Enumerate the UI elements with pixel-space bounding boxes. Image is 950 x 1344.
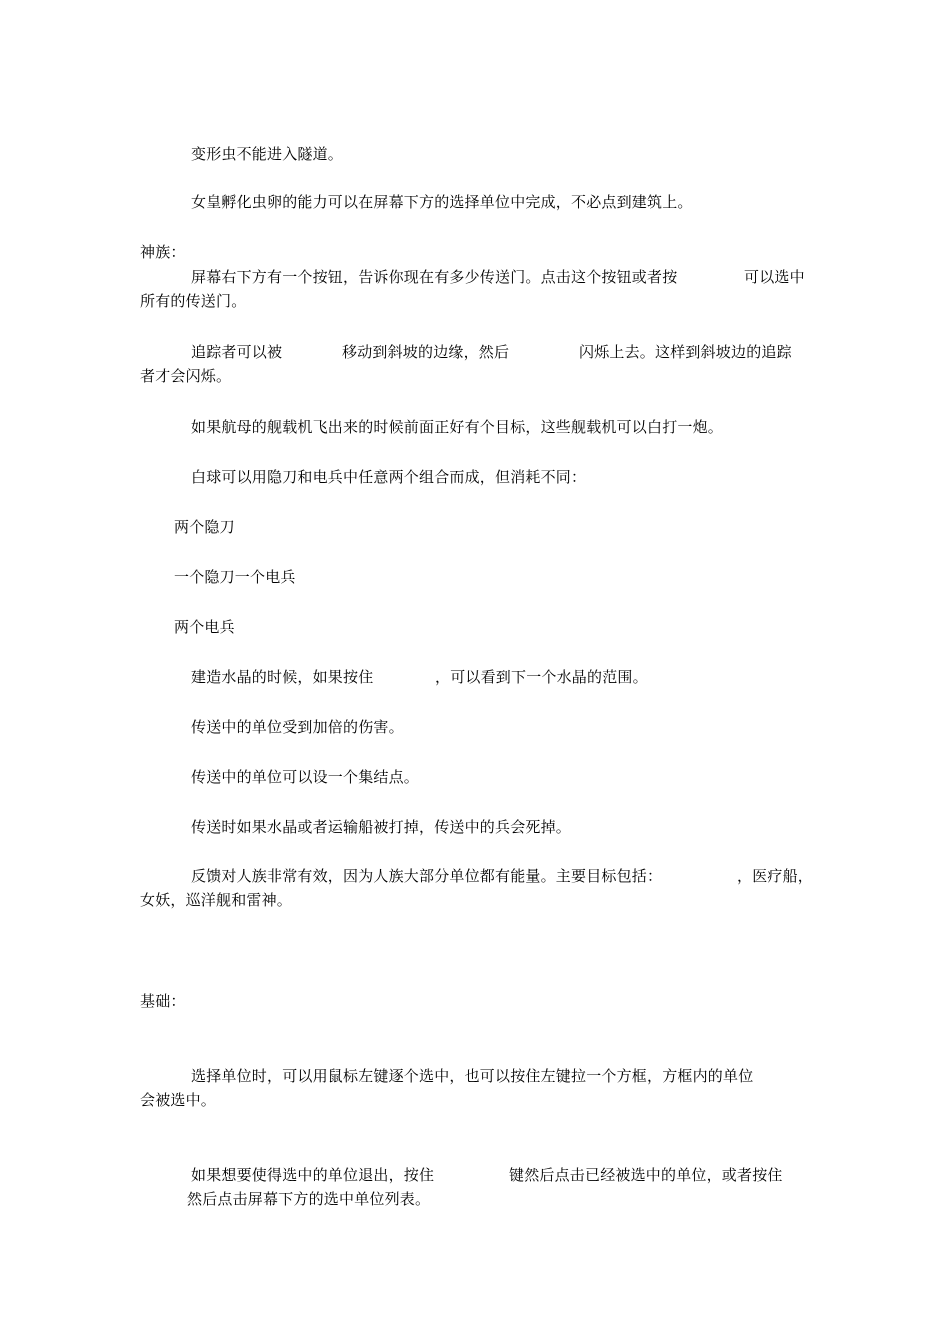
protoss-paragraph-6: 传送中的单位受到加倍的伤害。 [191, 718, 404, 736]
protoss-paragraph-2-part-a: 追踪者可以被 [191, 343, 283, 361]
protoss-paragraph-1-text-end: 可以选中 [744, 268, 805, 286]
combo-item-1: 两个隐刀 [174, 518, 235, 536]
protoss-paragraph-1-line-1 [191, 265, 811, 289]
basics-paragraph-1-line-1: 选择单位时，可以用鼠标左键逐个选中，也可以按住左键拉一个方框，方框内的单位 [191, 1067, 754, 1085]
protoss-paragraph-9-line-2: 女妖，巡洋舰和雷神。 [140, 891, 293, 909]
protoss-paragraph-5-part-b: ，可以看到下一个水晶的范围。 [435, 668, 648, 686]
protoss-paragraph-5 [191, 665, 791, 689]
protoss-paragraph-3: 如果航母的舰载机飞出来的时候前面正好有个目标，这些舰载机可以白打一炮。 [191, 418, 724, 436]
protoss-paragraph-5-part-a: 建造水晶的时候，如果按住 [191, 668, 374, 686]
protoss-paragraph-9-line-1 [191, 864, 814, 888]
protoss-paragraph-2-part-b: 移动到斜坡的边缘，然后 [342, 343, 510, 361]
basics-paragraph-2-part-a: 如果想要使得选中的单位退出，按住 [191, 1166, 435, 1184]
protoss-paragraph-2-part-c: 闪烁上去。这样到斜坡边的追踪 [579, 343, 792, 361]
protoss-paragraph-2-line-2: 者才会闪烁。 [140, 367, 232, 385]
protoss-paragraph-9-part-a: 反馈对人族非常有效，因为人族大部分单位都有能量。主要目标包括： [191, 867, 663, 885]
combo-item-2: 一个隐刀一个电兵 [174, 568, 296, 586]
protoss-paragraph-1-text: 屏幕右下方有一个按钮，告诉你现在有多少传送门。点击这个按钮或者按 [191, 268, 678, 286]
protoss-paragraph-2-line-1 [191, 340, 811, 364]
zerg-paragraph-1: 变形虫不能进入隧道。 [191, 145, 344, 163]
protoss-paragraph-8: 传送时如果水晶或者运输船被打掉，传送中的兵会死掉。 [191, 818, 572, 836]
basics-paragraph-1-line-2: 会被选中。 [140, 1091, 217, 1109]
protoss-paragraph-1-line-2: 所有的传送门。 [140, 292, 247, 310]
basics-paragraph-2-line-1 [191, 1163, 811, 1187]
protoss-paragraph-9-part-b: ，医疗船， [737, 867, 814, 885]
combo-item-3: 两个电兵 [174, 618, 235, 636]
protoss-heading: 神族： [140, 243, 186, 261]
basics-paragraph-2-part-b: 键然后点击已经被选中的单位，或者按住 [509, 1166, 783, 1184]
protoss-paragraph-7: 传送中的单位可以设一个集结点。 [191, 768, 420, 786]
zerg-paragraph-2: 女皇孵化虫卵的能力可以在屏幕下方的选择单位中完成，不必点到建筑上。 [191, 193, 693, 211]
basics-paragraph-2-line-2: 然后点击屏幕下方的选中单位列表。 [187, 1190, 431, 1208]
protoss-paragraph-4: 白球可以用隐刀和电兵中任意两个组合而成，但消耗不同： [191, 468, 587, 486]
basics-heading: 基础： [140, 992, 186, 1010]
